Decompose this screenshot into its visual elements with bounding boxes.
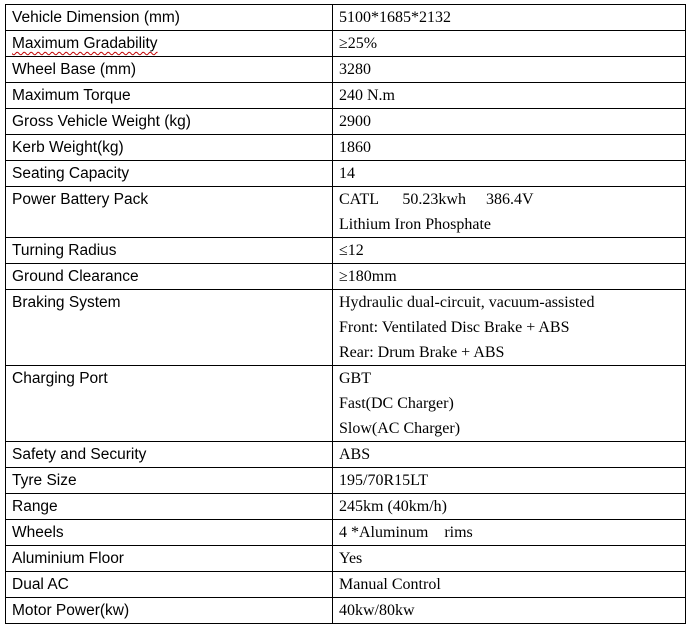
spec-label-cell xyxy=(6,31,333,57)
spec-value: ABS xyxy=(339,446,371,463)
spec-value: 40kw/80kw xyxy=(339,602,415,619)
spec-value-cell xyxy=(333,366,686,442)
spec-label-cell xyxy=(6,5,333,31)
spec-value: 245km (40km/h) xyxy=(339,498,447,515)
spec-table-body xyxy=(6,5,686,624)
spec-label-cell xyxy=(6,238,333,264)
vehicle-spec-table xyxy=(5,4,686,624)
spec-label-cell xyxy=(6,83,333,109)
spec-label: Maximum Gradability xyxy=(12,35,158,52)
spec-label: Maximum Torque xyxy=(12,87,131,104)
spec-value: Yes xyxy=(339,550,363,567)
spec-label-cell xyxy=(6,57,333,83)
spec-row xyxy=(6,161,686,187)
spec-label-cell xyxy=(6,546,333,572)
spec-value: Manual Control xyxy=(339,576,441,593)
spec-value: 14 xyxy=(339,165,355,182)
spec-row xyxy=(6,520,686,546)
spec-row xyxy=(6,5,686,31)
spec-label: Power Battery Pack xyxy=(12,191,149,208)
spec-row xyxy=(6,468,686,494)
spec-value: Front: Ventilated Disc Brake + ABS xyxy=(339,319,570,336)
spec-row xyxy=(6,238,686,264)
spec-row xyxy=(6,290,686,366)
spec-row xyxy=(6,83,686,109)
spec-value: Slow(AC Charger) xyxy=(339,420,461,437)
spec-label-cell xyxy=(6,264,333,290)
spec-value-cell xyxy=(333,290,686,366)
spec-value-cell xyxy=(333,520,686,546)
spec-label: Wheels xyxy=(12,524,64,541)
spec-label: Safety and Security xyxy=(12,446,147,463)
spec-value-cell xyxy=(333,5,686,31)
spec-label-cell xyxy=(6,109,333,135)
spec-value: 1860 xyxy=(339,139,371,156)
spec-row xyxy=(6,366,686,442)
spec-value: GBT xyxy=(339,370,371,387)
spec-row xyxy=(6,572,686,598)
spec-value: ≤12 xyxy=(339,242,364,259)
spec-value: 2900 xyxy=(339,113,371,130)
spec-value: Fast(DC Charger) xyxy=(339,395,454,412)
spec-label: Dual AC xyxy=(12,576,69,593)
spec-value: 195/70R15LT xyxy=(339,472,429,489)
spec-row xyxy=(6,135,686,161)
spec-label-cell xyxy=(6,520,333,546)
spec-row xyxy=(6,442,686,468)
spec-row xyxy=(6,31,686,57)
spec-value: Hydraulic dual-circuit, vacuum-assisted xyxy=(339,294,595,311)
spec-row xyxy=(6,546,686,572)
spec-row xyxy=(6,57,686,83)
spec-label-cell xyxy=(6,187,333,238)
spec-label: Motor Power(kw) xyxy=(12,602,130,619)
spec-value-cell xyxy=(333,161,686,187)
spec-label-cell xyxy=(6,366,333,442)
spec-value: 3280 xyxy=(339,61,371,78)
spec-label: Turning Radius xyxy=(12,242,117,259)
spec-row xyxy=(6,264,686,290)
spec-label-cell xyxy=(6,135,333,161)
spec-value-cell xyxy=(333,109,686,135)
spec-label-cell xyxy=(6,468,333,494)
spec-value: Rear: Drum Brake + ABS xyxy=(339,344,505,361)
spec-label-cell xyxy=(6,290,333,366)
spec-label: Vehicle Dimension (mm) xyxy=(12,9,180,26)
spec-value-cell xyxy=(333,468,686,494)
spec-value-cell xyxy=(333,546,686,572)
spec-label: Kerb Weight(kg) xyxy=(12,139,124,156)
spec-value: ≥180mm xyxy=(339,268,397,285)
spec-value: CATL 50.23kwh 386.4V xyxy=(339,191,534,208)
spec-value-cell xyxy=(333,238,686,264)
spec-value: Lithium Iron Phosphate xyxy=(339,216,491,233)
spec-value: 5100*1685*2132 xyxy=(339,9,451,26)
spec-label: Ground Clearance xyxy=(12,268,139,285)
spec-value-cell xyxy=(333,442,686,468)
spec-value-cell xyxy=(333,598,686,624)
spec-label-cell xyxy=(6,442,333,468)
spec-value-cell xyxy=(333,135,686,161)
spec-value-cell xyxy=(333,264,686,290)
spec-label: Tyre Size xyxy=(12,472,77,489)
spec-label-cell xyxy=(6,494,333,520)
spec-row xyxy=(6,598,686,624)
spec-label: Seating Capacity xyxy=(12,165,130,182)
spec-value-cell xyxy=(333,57,686,83)
spec-value-cell xyxy=(333,31,686,57)
spec-row xyxy=(6,109,686,135)
spec-value-cell xyxy=(333,494,686,520)
spec-row xyxy=(6,494,686,520)
spec-label-cell xyxy=(6,572,333,598)
spec-label: Range xyxy=(12,498,58,515)
spec-label: Aluminium Floor xyxy=(12,550,124,567)
spec-value: 240 N.m xyxy=(339,87,395,104)
spec-value-cell xyxy=(333,187,686,238)
spec-value-cell xyxy=(333,83,686,109)
spec-label-cell xyxy=(6,161,333,187)
spec-label: Charging Port xyxy=(12,370,108,387)
spec-value-cell xyxy=(333,572,686,598)
spec-value: 4 *Aluminum rims xyxy=(339,524,473,541)
spec-row xyxy=(6,187,686,238)
spec-label: Gross Vehicle Weight (kg) xyxy=(12,113,191,130)
spec-label-cell xyxy=(6,598,333,624)
spec-label: Wheel Base (mm) xyxy=(12,61,137,78)
spec-label: Braking System xyxy=(12,294,121,311)
spec-value: ≥25% xyxy=(339,35,378,52)
